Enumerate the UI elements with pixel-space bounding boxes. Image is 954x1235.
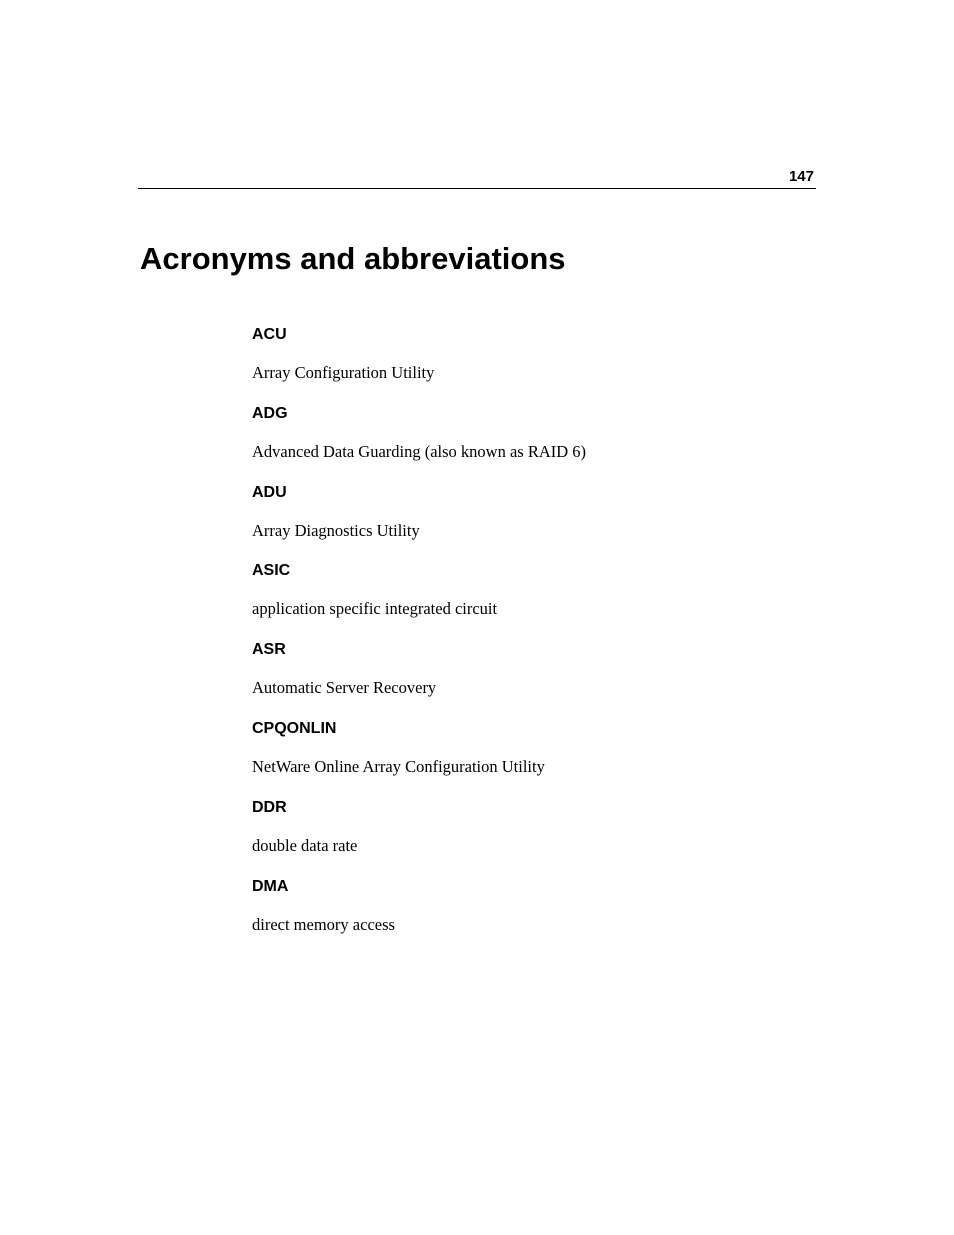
glossary-entry [252, 876, 812, 955]
glossary-entry [252, 324, 812, 403]
glossary-list [252, 324, 812, 954]
glossary-definition: Automatic Server Recovery [252, 678, 437, 698]
glossary-term: ACU [252, 326, 287, 343]
glossary-term: ADU [252, 483, 287, 501]
glossary-term: ADG [252, 404, 288, 422]
glossary-entry [252, 718, 812, 797]
glossary-definition: double data rate [252, 835, 358, 855]
glossary-definition: direct memory access [252, 914, 395, 934]
header-rule [138, 188, 816, 189]
page-number: 147 [788, 168, 814, 185]
glossary-term: DMA [252, 877, 289, 895]
glossary-term: ASR [252, 641, 286, 659]
glossary-term: CPQONLIN [252, 719, 337, 737]
glossary-definition: Advanced Data Guarding (also known as RAID 6) [252, 441, 587, 461]
glossary-term: DDR [252, 798, 287, 816]
glossary-definition: Array Configuration Utility [252, 363, 435, 382]
page-title: Acronyms and abbreviations [140, 241, 566, 276]
glossary-entry [252, 560, 812, 639]
glossary-definition: NetWare Online Array Configuration Utility [252, 756, 545, 776]
glossary-entry [252, 403, 812, 482]
glossary-term: ASIC [252, 562, 291, 580]
glossary-definition: application specific integrated circuit [252, 599, 498, 619]
glossary-entry [252, 797, 812, 876]
glossary-definition: Array Diagnostics Utility [252, 520, 420, 540]
glossary-entry [252, 482, 812, 561]
glossary-entry [252, 639, 812, 718]
